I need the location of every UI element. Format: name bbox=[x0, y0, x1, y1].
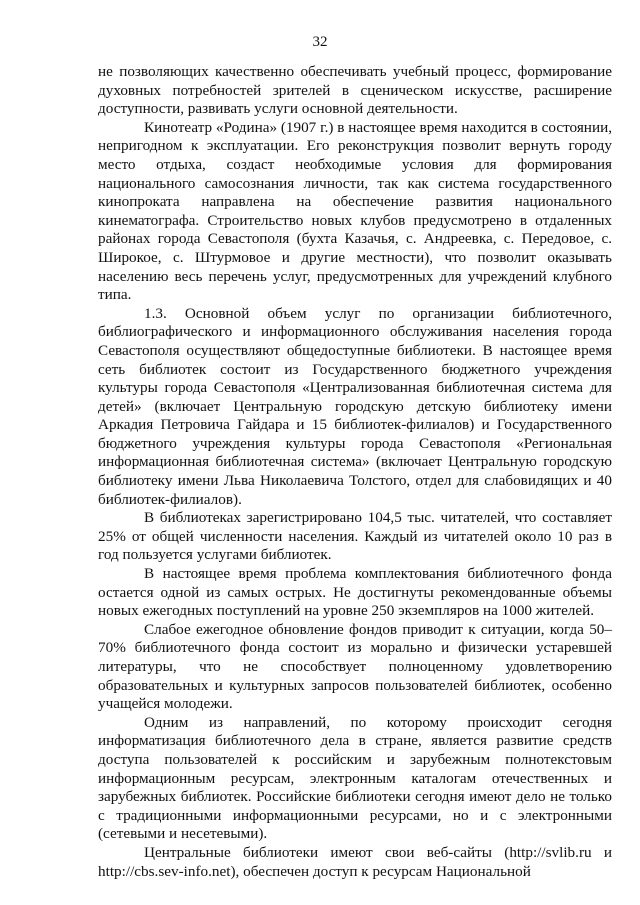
paragraph-registered-readers: В библиотеках зарегистрировано 104,5 тыс. читателей, что составляет 25% от общей численности населения. Каждый из читателей около 10 раз в год пользуется услугами библиотек. bbox=[98, 509, 612, 564]
paragraph-continuation: не позволяющих качественно обеспечивать учебный процесс, формирование духовных потребностей зрителей в сценическом искусстве, расширение доступности, развивать услуги основной деятельности. bbox=[98, 63, 612, 118]
paragraph-cinema-rodina: Кинотеатр «Родина» (1907 г.) в настоящее время находится в состоянии, непригодном к эксплуатации. Его реконструкция позволит вернуть городу место отдыха, создаст необходимые условия для формирования национального самосознания личности, так как система государственного кинопроката направлена на обеспечение развития национального кинематографа. Строительство новых клубов предусмотрено в отдаленных районах города Севастополя (бухта Казачья, с. Андреевка, с. Передовое, с. Широкое, с. Штурмовое и другие местности), что позволит оказывать населению весь перечень услуг, предусмотренных для учреждений клубного типа. bbox=[98, 118, 612, 304]
paragraph-library-services: 1.3. Основной объем услуг по организации библиотечного, библиографического и информационного обслуживания населения города Севастополя осуществляют общедоступные библиотеки. В настоящее время сеть библиотек состоит из Государственного бюджетного учреждения культуры города Севастополя «Централизованная библиотечная система для детей» (включает Центральную городскую детскую библиотеку имени Аркадия Петровича Гайдара и 15 библиотек-филиалов) и Государственного бюджетного учреждения культуры города Севастополя «Региональная информационная библиотечная система» (включает Центральную городскую библиотеку имени Льва Николаевича Толстого, отдел для слабовидящих и 40 библиотек-филиалов). bbox=[98, 304, 612, 508]
document-body bbox=[98, 63, 612, 881]
paragraph-central-libraries-websites: Центральные библиотеки имеют свои веб-сайты (http://svlib.ru и http://cbs.sev-info.net), обеспечен доступ к ресурсам Национальной bbox=[98, 843, 612, 880]
paragraph-library-fund: В настоящее время проблема комплектования библиотечного фонда остается одной из самых острых. Не достигнуты рекомендованные объемы новых ежегодных поступлений на уровне 250 экземпляров на 1000 жителей. bbox=[98, 565, 612, 620]
page-number: 32 bbox=[312, 34, 328, 50]
paragraph-fund-renewal: Слабое ежегодное обновление фондов приводит к ситуации, когда 50–70% библиотечного фонда состоит из морально и физически устаревшей литературы, что не способствует полноценному удовлетворению образовательных и культурных запросов пользователей библиотек, особенно учащейся молодежи. bbox=[98, 620, 612, 713]
paragraph-informatization: Одним из направлений, по которому происходит сегодня информатизация библиотечного дела в стране, является развитие средств доступа пользователей к российским и зарубежным полнотекстовым информационным ресурсам, электронным каталогам отечественных и зарубежных библиотек. Российские библиотеки сегодня имеют дело не только с традиционными информационными ресурсами, но и с электронными (сетевыми и несетевыми). bbox=[98, 713, 612, 843]
